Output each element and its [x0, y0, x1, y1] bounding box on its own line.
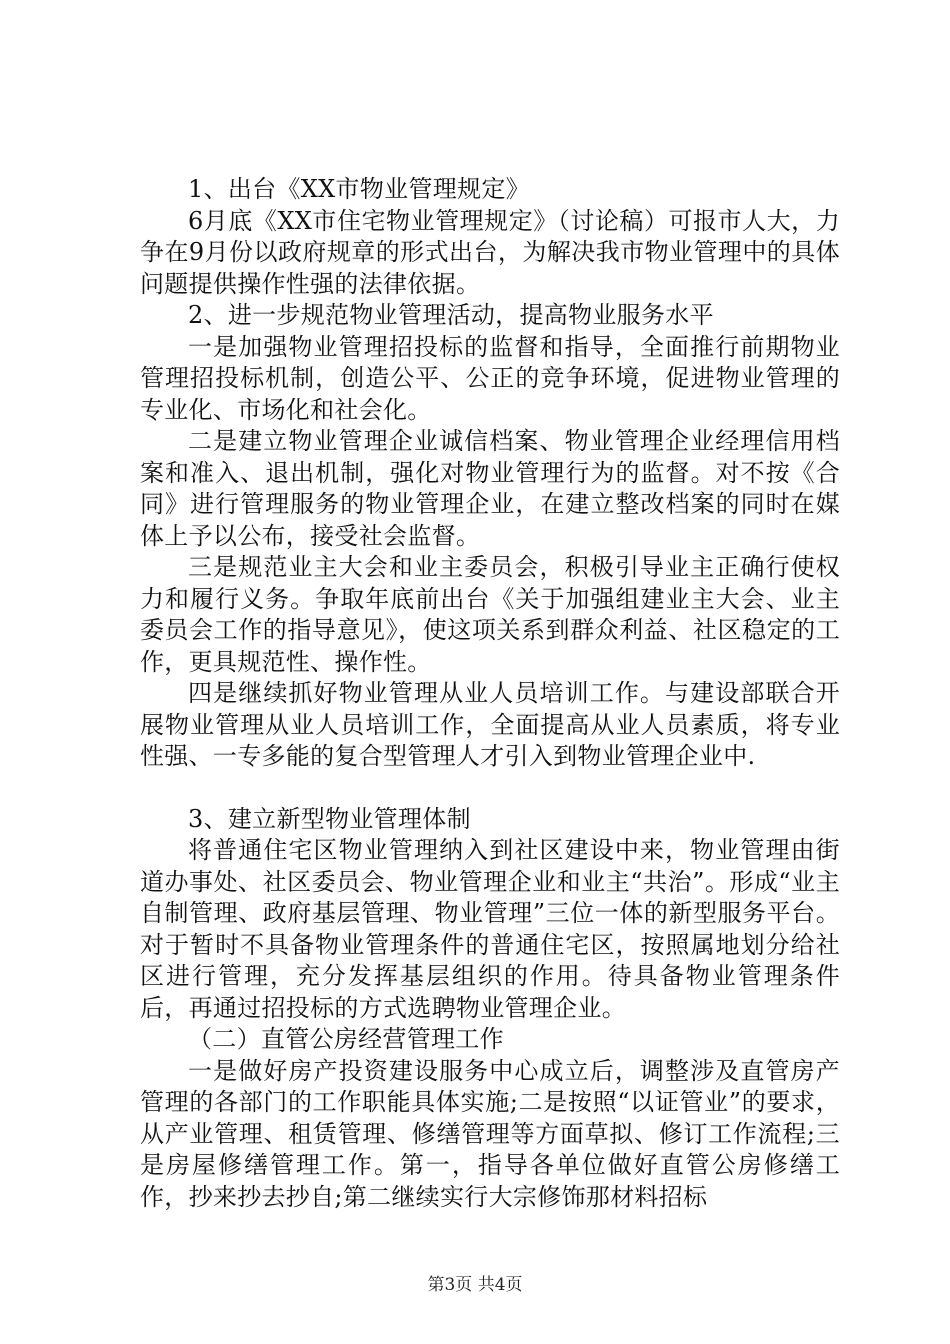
section-heading-public-housing: （二）直管公房经营管理工作 — [188, 1025, 504, 1053]
paragraph-new-system: 将普通住宅区物业管理纳入到社区建设中来，物业管理由街道办事处、社区委员会、物业管理企业和业主“共治”。形成“业主自制管理、政府基层管理、物业管理”三位一体的新型服务平台。对于暂时不具备物业管理条件的普通住宅区，按照属地划分给社区进行管理，充分发挥基层组织的作用。待具备物业管理条件后，再通过招投标的方式选聘物业管理企业。 — [140, 836, 840, 1022]
document-body — [140, 174, 840, 1213]
paragraph-point-one: 一是加强物业管理招投标的监督和指导，全面推行前期物业管理招投标机制，创造公平、公正的竞争环境，促进物业管理的专业化、市场化和社会化。 — [140, 332, 840, 424]
paragraph-point-four: 四是继续抓好物业管理从业人员培训工作。与建设部联合开展物业管理从业人员培训工作，全面提高从业人员素质，将专业性强、一专多能的复合型管理人才引入到物业管理企业中. — [140, 679, 840, 770]
page-number-footer: 第3页 共4页 — [427, 1275, 523, 1295]
paragraph-point-two: 二是建立物业管理企业诚信档案、物业管理企业经理信用档案和准入、退出机制，强化对物业管理行为的监督。对不按《合同》进行管理服务的物业管理企业，在建立整改档案的同时在媒体上予以公布，接受社会监督。 — [140, 427, 840, 550]
section-heading-standardize: 2、进一步规范物业管理活动，提高物业服务水平 — [188, 301, 714, 329]
paragraph-public-housing: 一是做好房产投资建设服务中心成立后，调整涉及直管房产管理的各部门的工作职能具体实施;二是按照“以证管业”的要求，从产业管理、租赁管理、修缮管理等方面草拟、修订工作流程;三是房屋修缮管理工作。第一，指导各单位做好直管公房修缮工作，抄来抄去抄自;第二继续实行大宗修饰那材料招标 — [140, 1056, 840, 1211]
paragraph-point-three: 三是规范业主大会和业主委员会，积极引导业主正确行使权力和履行义务。争取年底前出台《关于加强组建业主大会、业主委员会工作的指导意见》，使这项关系到群众利益、社区稳定的工作，更具规范性、操作性。 — [140, 553, 840, 676]
section-heading-regulation: 1、出台《XX市物业管理规定》 — [188, 175, 530, 203]
paragraph-regulation: 6月底《XX市住宅物业管理规定》（讨论稿）可报市人大，力争在9月份以政府规章的形式出台，为解决我市物业管理中的具体问题提供操作性强的法律依据。 — [140, 206, 840, 298]
section-heading-new-system: 3、建立新型物业管理体制 — [188, 804, 471, 833]
